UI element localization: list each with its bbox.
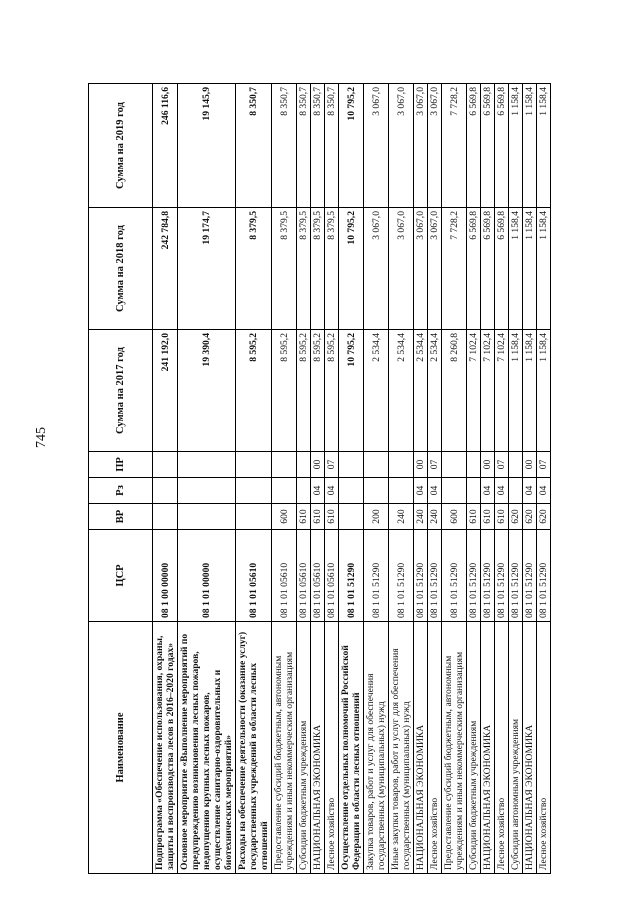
header-sum-2019: Сумма на 2019 год [89,84,153,208]
cell-vr: 620 [509,504,523,530]
cell-rz: 04 [537,478,551,504]
cell-sum-2018: 8 379,5 [236,208,272,330]
cell-rz: 04 [414,478,428,504]
cell-pr [509,452,523,478]
cell-sum-2019: 1 158,4 [523,84,537,208]
cell-name: Лесное хозяйство [495,622,509,874]
cell-pr: 00 [311,452,325,478]
header-vr: ВР [89,504,153,530]
cell-vr: 610 [297,504,311,530]
cell-rz [272,478,297,504]
cell-sum-2018: 1 158,4 [509,208,523,330]
cell-name: Субсидии бюджетным учреждениям [467,622,481,874]
cell-rz: 04 [325,478,339,504]
table-row [495,84,509,874]
cell-vr [236,504,272,530]
cell-sum-2018: 3 067,0 [389,208,414,330]
cell-rz [236,478,272,504]
cell-sum-2017: 7 102,4 [467,330,481,452]
cell-vr: 240 [414,504,428,530]
cell-rz: 04 [481,478,495,504]
cell-sum-2017: 19 390,4 [178,330,236,452]
table-row [178,84,236,874]
header-sum-2018: Сумма на 2018 год [89,208,153,330]
cell-csr: 08 1 01 05610 [311,530,325,622]
cell-rz [339,478,364,504]
cell-csr: 08 1 01 51290 [414,530,428,622]
cell-sum-2017: 8 595,2 [325,330,339,452]
cell-vr: 610 [467,504,481,530]
table-row [481,84,495,874]
cell-sum-2017: 241 192,0 [153,330,178,452]
cell-sum-2017: 8 595,2 [311,330,325,452]
cell-sum-2019: 8 350,7 [325,84,339,208]
header-rz: Рз [89,478,153,504]
cell-csr: 08 1 01 05610 [325,530,339,622]
cell-sum-2017: 7 102,4 [495,330,509,452]
cell-rz [509,478,523,504]
cell-vr: 620 [537,504,551,530]
table-row [509,84,523,874]
cell-csr: 08 1 01 51290 [509,530,523,622]
cell-rz: 04 [428,478,442,504]
cell-sum-2017: 1 158,4 [509,330,523,452]
cell-pr [467,452,481,478]
cell-sum-2017: 8 595,2 [236,330,272,452]
cell-vr [339,504,364,530]
cell-pr [178,452,236,478]
cell-sum-2017: 8 595,2 [272,330,297,452]
cell-name: НАЦИОНАЛЬНАЯ ЭКОНОМИКА [523,622,537,874]
cell-sum-2019: 10 795,2 [339,84,364,208]
cell-sum-2017: 7 102,4 [481,330,495,452]
cell-sum-2017: 2 534,4 [414,330,428,452]
cell-sum-2018: 8 379,5 [272,208,297,330]
cell-csr: 08 1 01 51290 [339,530,364,622]
cell-csr: 08 1 00 00000 [153,530,178,622]
cell-rz: 04 [311,478,325,504]
cell-vr: 240 [428,504,442,530]
cell-sum-2018: 3 067,0 [414,208,428,330]
cell-sum-2018: 8 379,5 [297,208,311,330]
cell-sum-2019: 1 158,4 [537,84,551,208]
cell-sum-2019: 3 067,0 [364,84,389,208]
cell-vr: 610 [495,504,509,530]
cell-pr: 07 [495,452,509,478]
cell-rz [467,478,481,504]
cell-name: Закупка товаров, работ и услуг для обеспечения государственных (муниципальных) нужд [364,622,389,874]
cell-csr: 08 1 01 51290 [467,530,481,622]
cell-vr: 610 [481,504,495,530]
cell-sum-2017: 2 534,4 [428,330,442,452]
cell-sum-2018: 8 379,5 [311,208,325,330]
table-row [414,84,428,874]
table-row [389,84,414,874]
table-row [537,84,551,874]
table-row [297,84,311,874]
cell-sum-2017: 1 158,4 [523,330,537,452]
cell-sum-2019: 246 116,6 [153,84,178,208]
cell-rz [442,478,467,504]
cell-sum-2018: 6 569,8 [467,208,481,330]
cell-pr: 00 [481,452,495,478]
cell-vr: 600 [442,504,467,530]
cell-rz: 04 [495,478,509,504]
cell-sum-2018: 3 067,0 [364,208,389,330]
cell-vr [153,504,178,530]
cell-pr [236,452,272,478]
cell-vr: 240 [389,504,414,530]
cell-pr [442,452,467,478]
table-row [428,84,442,874]
header-name: Наименование [89,622,153,874]
table-row [153,84,178,874]
cell-vr: 620 [523,504,537,530]
cell-csr: 08 1 01 05610 [297,530,311,622]
cell-pr [339,452,364,478]
table-header-row [89,84,153,874]
header-pr: ПР [89,452,153,478]
cell-rz [153,478,178,504]
cell-sum-2017: 10 795,2 [339,330,364,452]
cell-name: НАЦИОНАЛЬНАЯ ЭКОНОМИКА [414,622,428,874]
cell-name: Субсидии бюджетным учреждениям [297,622,311,874]
cell-rz [364,478,389,504]
cell-pr [272,452,297,478]
cell-sum-2018: 8 379,5 [325,208,339,330]
table-row [523,84,537,874]
cell-name: Лесное хозяйство [428,622,442,874]
cell-sum-2018: 1 158,4 [523,208,537,330]
cell-name: Расходы на обеспечение деятельности (оказание услуг) государственных учреждений в области лесных отношений [236,622,272,874]
cell-sum-2018: 1 158,4 [537,208,551,330]
cell-sum-2017: 2 534,4 [364,330,389,452]
cell-name: Подпрограмма «Обеспечение использования, охраны, защиты и воспроизводства лесов в 2016–2020 годах» [153,622,178,874]
cell-name: Субсидии автономным учреждениям [509,622,523,874]
cell-sum-2019: 6 569,8 [481,84,495,208]
cell-vr: 610 [325,504,339,530]
cell-name: Основное мероприятие «Выполнение мероприятий по предупреждению возникновения лесных пожаров, недопущению крупных лесных пожаров, осуществление санитарно-оздоровительных и биотехнических мероприятий» [178,622,236,874]
cell-pr: 00 [523,452,537,478]
cell-sum-2018: 6 569,8 [481,208,495,330]
budget-table [88,83,551,874]
cell-sum-2019: 3 067,0 [389,84,414,208]
cell-sum-2019: 3 067,0 [414,84,428,208]
table-row [311,84,325,874]
cell-sum-2019: 3 067,0 [428,84,442,208]
cell-sum-2017: 8 260,8 [442,330,467,452]
cell-csr: 08 1 01 51290 [523,530,537,622]
cell-csr: 08 1 01 51290 [364,530,389,622]
cell-sum-2019: 6 569,8 [467,84,481,208]
cell-csr: 08 1 01 51290 [442,530,467,622]
cell-pr: 07 [537,452,551,478]
cell-sum-2018: 7 728,2 [442,208,467,330]
cell-csr: 08 1 01 51290 [537,530,551,622]
cell-vr [178,504,236,530]
cell-sum-2017: 2 534,4 [389,330,414,452]
cell-sum-2017: 1 158,4 [537,330,551,452]
cell-sum-2019: 1 158,4 [509,84,523,208]
cell-name: Предоставление субсидий бюджетным, автономным учреждениям и иным некоммерческим организациям [272,622,297,874]
cell-pr: 07 [325,452,339,478]
cell-sum-2019: 8 350,7 [311,84,325,208]
cell-rz: 04 [523,478,537,504]
page-number: 745 [34,427,49,448]
cell-sum-2018: 242 784,8 [153,208,178,330]
header-csr: ЦСР [89,530,153,622]
table-row [364,84,389,874]
cell-rz [178,478,236,504]
cell-pr: 07 [428,452,442,478]
header-sum-2017: Сумма на 2017 год [89,330,153,452]
cell-sum-2018: 19 174,7 [178,208,236,330]
cell-csr: 08 1 01 51290 [495,530,509,622]
cell-sum-2019: 8 350,7 [236,84,272,208]
cell-pr [389,452,414,478]
cell-sum-2019: 8 350,7 [272,84,297,208]
cell-name: Предоставление субсидий бюджетным, автономным учреждениям и иным некоммерческим организациям [442,622,467,874]
cell-sum-2019: 6 569,8 [495,84,509,208]
table-row [325,84,339,874]
rotated-page-content [88,84,628,874]
cell-csr: 08 1 01 05610 [236,530,272,622]
cell-vr: 600 [272,504,297,530]
cell-rz [389,478,414,504]
cell-rz [297,478,311,504]
cell-csr: 08 1 01 51290 [389,530,414,622]
cell-pr [153,452,178,478]
table-row [272,84,297,874]
cell-pr: 00 [414,452,428,478]
cell-sum-2019: 8 350,7 [297,84,311,208]
cell-name: Осуществление отдельных полномочий Российской Федерации в области лесных отношений [339,622,364,874]
cell-csr: 08 1 01 51290 [481,530,495,622]
cell-name: Лесное хозяйство [325,622,339,874]
cell-sum-2019: 19 145,9 [178,84,236,208]
cell-name: Иные закупки товаров, работ и услуг для обеспечения государственных (муниципальных) нужд [389,622,414,874]
cell-pr [297,452,311,478]
cell-csr: 08 1 01 05610 [272,530,297,622]
cell-csr: 08 1 01 51290 [428,530,442,622]
cell-name: НАЦИОНАЛЬНАЯ ЭКОНОМИКА [311,622,325,874]
table-row [236,84,272,874]
cell-sum-2017: 8 595,2 [297,330,311,452]
cell-pr [364,452,389,478]
cell-csr: 08 1 01 00000 [178,530,236,622]
cell-sum-2018: 3 067,0 [428,208,442,330]
cell-sum-2018: 6 569,8 [495,208,509,330]
table-row [442,84,467,874]
cell-sum-2018: 10 795,2 [339,208,364,330]
cell-sum-2019: 7 728,2 [442,84,467,208]
cell-vr: 610 [311,504,325,530]
table-row [339,84,364,874]
table-row [467,84,481,874]
cell-name: НАЦИОНАЛЬНАЯ ЭКОНОМИКА [481,622,495,874]
cell-vr: 200 [364,504,389,530]
cell-name: Лесное хозяйство [537,622,551,874]
